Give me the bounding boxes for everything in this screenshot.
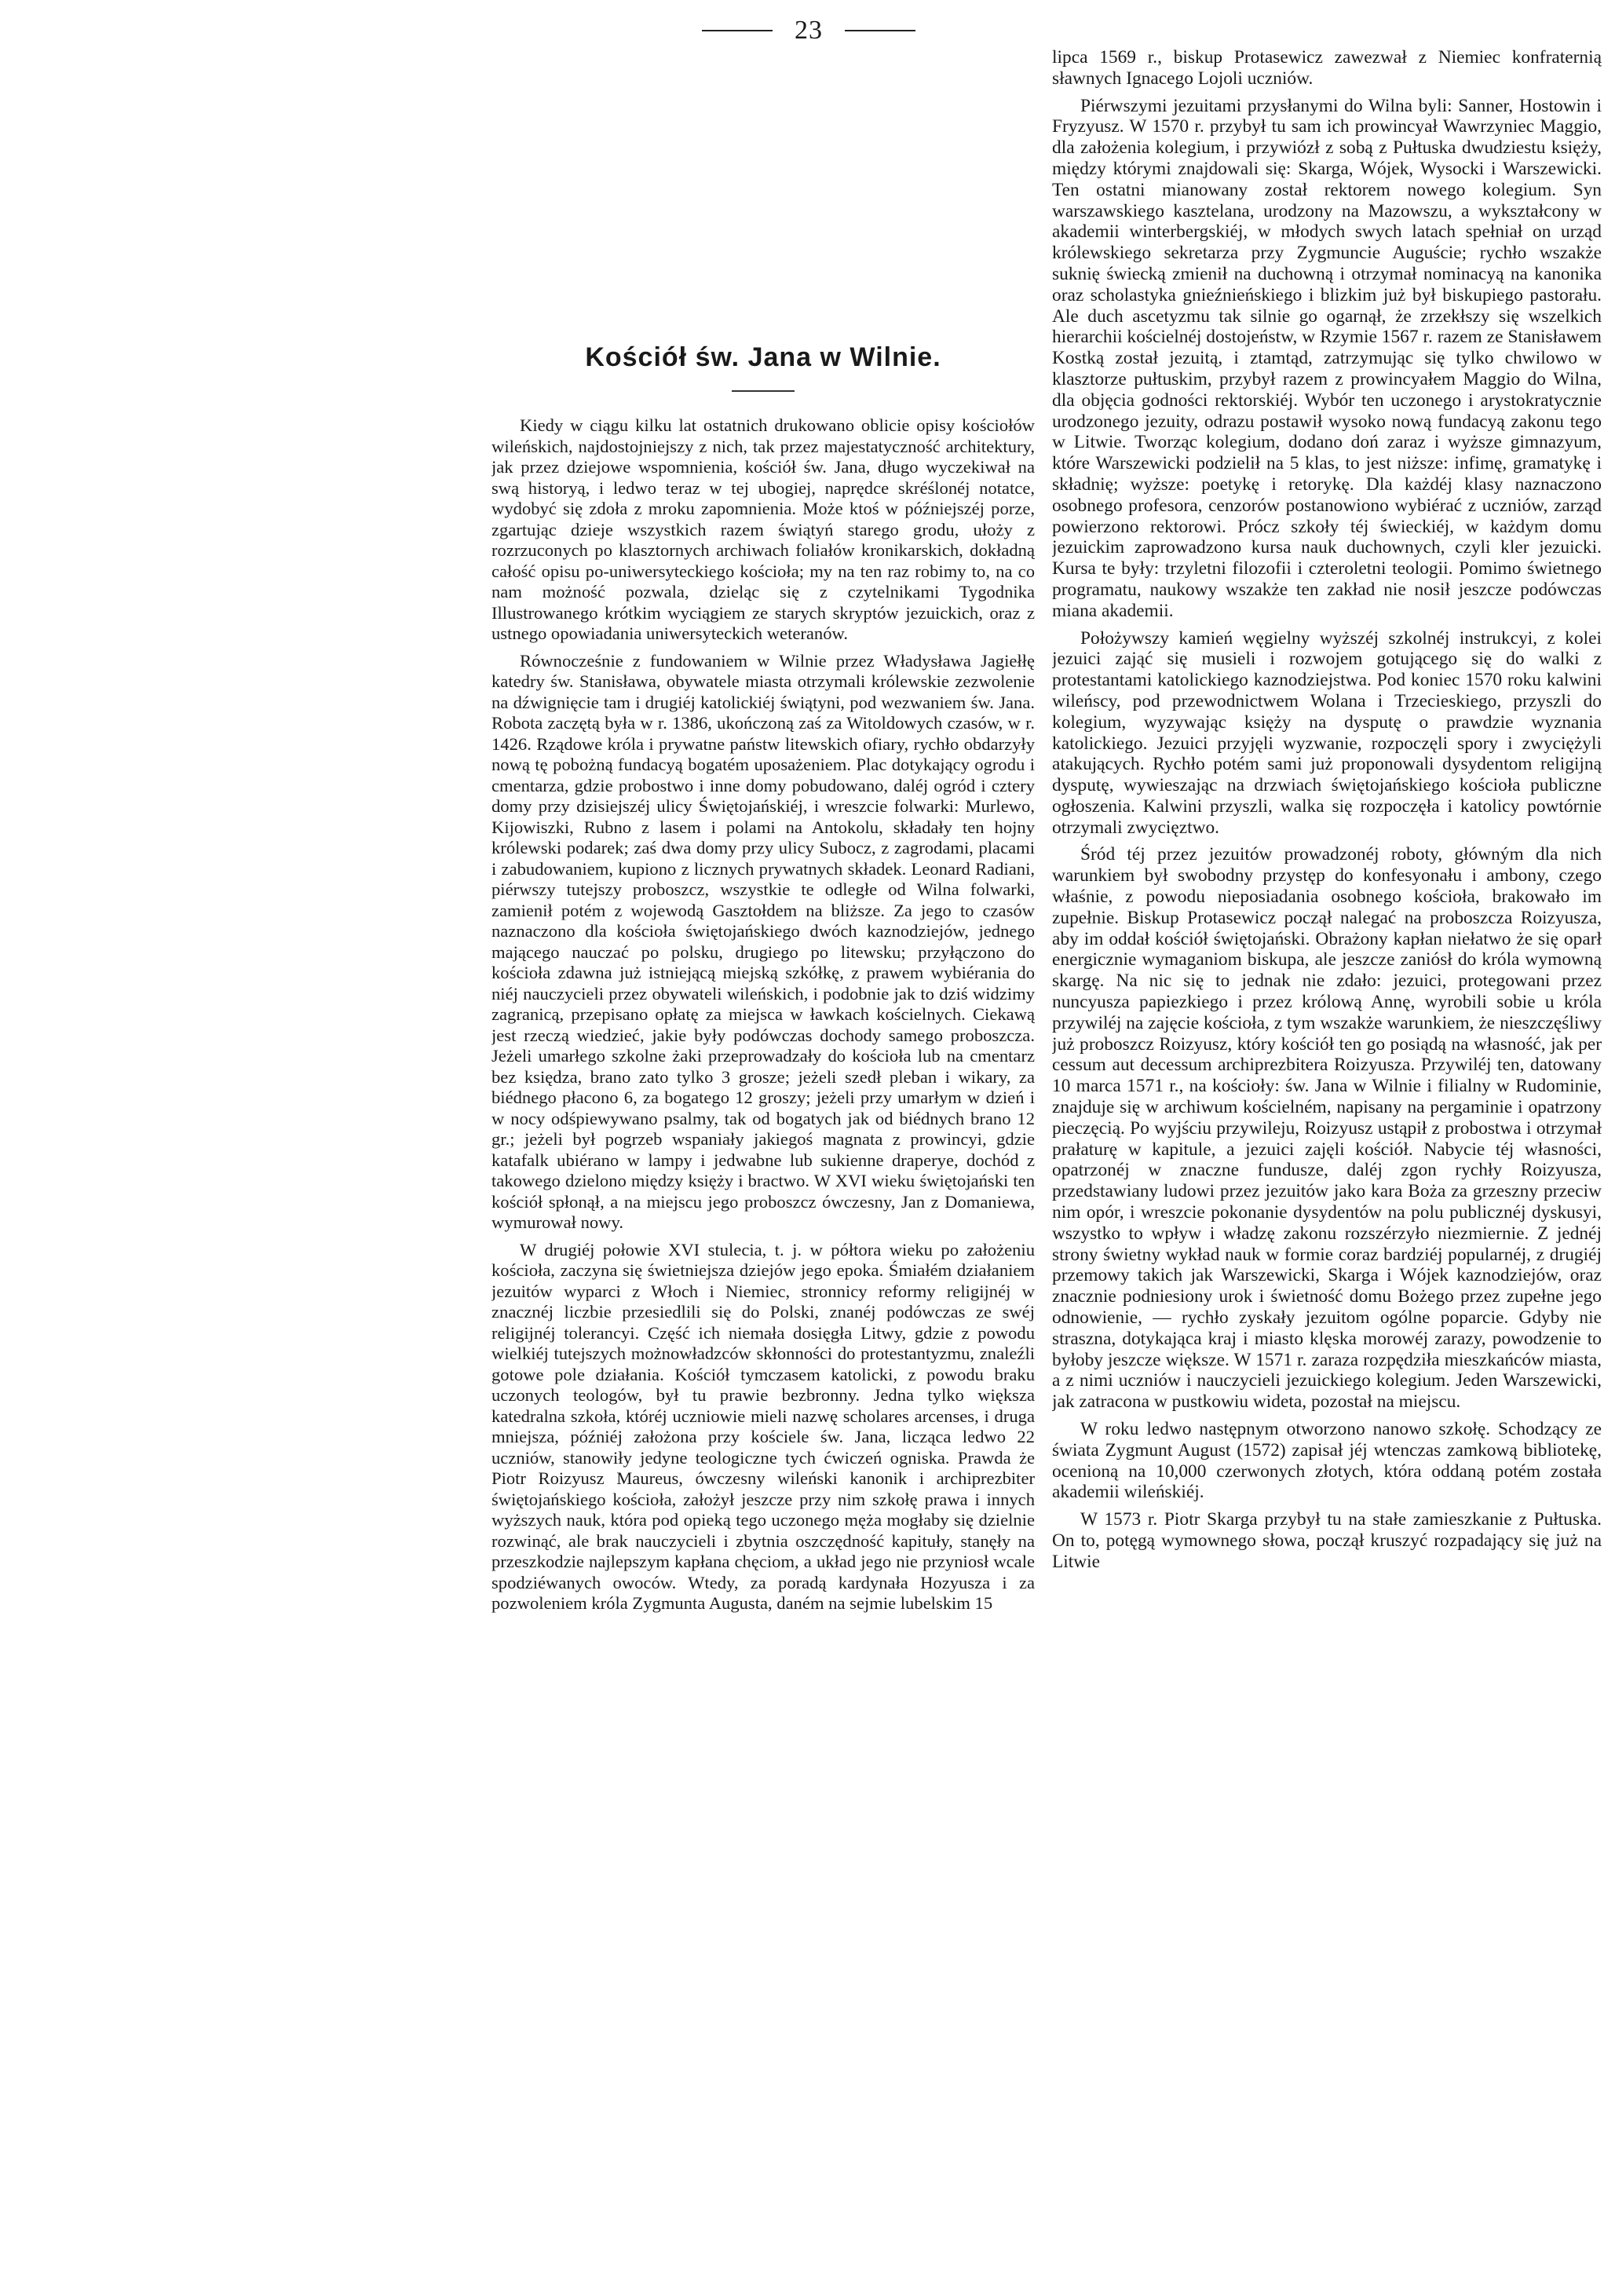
paragraph: lipca 1569 r., biskup Protasewicz zawezwał z Niemiec konfraternią sławnych Ignacego Lojoli uczniów. xyxy=(1052,47,1602,89)
paragraph: Równocześnie z fundowaniem w Wilnie przez Władysława Jagiełłę katedry św. Stanisława, obywatele miasta otrzymali królewskie zezwolenie na dźwignięcie tam i drugiéj katolickiéj świątyni, pod wezwaniem św. Jana. Robota zaczętą była w r. 1386, ukończoną zaś za Witoldowych czasów, w r. 1426. Rządowe króla i prywatne państw litewskich ofiary, rychło obdarzyły nową tę pobożną fundacyą bogatém uposażeniem. Plac dotykający ogrodu i cmentarza, gdzie probostwo i inne domy pobudowano, daléj ogród i cztery domy przy dzisiejszéj ulicy Świętojańskiéj, i wreszcie folwarki: Murlewo, Kijowiszki, Rubno z lasem i polami na Antokolu, składały ten hojny królewski podarek; zaś dwa domy przy ulicy Subocz, z zagrodami, placami i zabudowaniem, kupiono z licznych prywatnych składek. Leonard Radiani, piérwszy tutejszy proboszcz, wszystkie te odległe od Wilna folwarki, zamienił potém z wojewodą Gasztołdem na bliższe. Za jego to czasów naznaczono dla kościoła świętojańskiego dwóch kaznodziejów, jednego mającego nauczać po polsku, drugiego po litewsku; przyłączono do kościoła zdawna już istniejącą miejską szkółkę, z prawem wybiérania do niéj nauczycieli przez obywateli wileńskich, i podobnie jak to dziś widzimy zagranicą, przepisano opłatę za miejsca w ławkach kościelnych. Ciekawą jest rzeczą wiedzieć, jakie były podówczas dochody samego proboszcza. Jeżeli umarłego szkolne żaki przeprowadzały do kościoła lub na cmentarz bez księdza, brano zato tylko 3 grosze; jeżeli szedł pleban i wikary, za biédnego płacono 6, za bogatego 12 groszy; jeżeli przy umarłym w dzień i w nocy odśpiewywano psalmy, tak od bogatych jak od biédnych brano 12 gr.; jeżeli był pogrzeb wspaniały jakiegoś magnata z prowincyi, gdzie katafalk ubiérano w lampy i jedwabne lub sukienne draperye, dochód z takowego dzielono między księży i bractwo. W XVI wieku świętojański ten kościół spłonął, a na miejscu jego proboszcz ówczesny, Jan z Domaniewa, wymurował nowy. xyxy=(491,650,1035,1232)
page-number: 23 xyxy=(795,16,823,45)
paragraph: Kiedy w ciągu kilku lat ostatnich drukowano oblicie opisy kościołów wileńskich, najdostojniejszy z nich, tak przez majestatyczność architektury, jak przez dziejowe wspomnienia, kościół św. Jana, długo wyczekiwał na swą historyą, i ledwo teraz w tej ubogiej, naprędce skréślonéj notatce, wydobyć się zdoła z mroku zapomnienia. Może ktoś w późniejszéj porze, zgartując dzieje wszystkich razem świątyń starego grodu, ułoży z rozrzuconych po klasztornych archiwach foliałów kronikarskich, dokładną całość opisu po-uniwersyteckiego kościoła; my na ten raz robimy to, na co nam możność pozwala, dzieląc się z czytelnikami Tygodnika Illustrowanego krótkim wyciągiem ze starych skryptów jezuickich, oraz z ustnego opowiadania uniwersyteckich weteranów. xyxy=(491,415,1035,643)
paragraph: Położywszy kamień węgielny wyższéj szkolnéj instrukcyi, z kolei jezuici zająć się musieli i rozwojem gotującego się do walki z protestantami katolickiego kaznodziejstwa. Pod koniec 1570 roku kalwini wileńscy, pod przewodnictwem Wolana i Trzecieskiego, przyszli do kolegium, wyzywając księży na dysputę o prawdzie wyznania katolickiego. Jezuici przyjęli wyzwanie, rozpoczęli spory i zwyciężyli atakujących. Rychło potém sami już proponowali dysydentom religijną dysputę, wywieszając na drzwiach świętojańskiego kościoła publiczne ogłoszenia. Kalwini przyszli, walka się rozpoczęła i katolicy powtórnie otrzymali zwycięztwo. xyxy=(1052,627,1602,838)
paragraph: W roku ledwo następnym otworzono nanowo szkołę. Schodzący ze świata Zygmunt August (1572) zapisał jéj wtenczas zamkową bibliotekę, ocenioną na 10,000 czerwonych złotych, która oddaną potém została akademii wileńskiéj. xyxy=(1052,1419,1602,1503)
title-divider xyxy=(732,390,795,392)
header-rule-left xyxy=(702,30,773,31)
article-title: Kościół św. Jana w Wilnie. xyxy=(585,342,941,372)
right-column xyxy=(1052,47,1602,2277)
paragraph: W 1573 r. Piotr Skarga przybył tu na stałe zamieszkanie z Pułtuska. On to, potęgą wymownego słowa, począł kruszyć rozpadający się już na Litwie xyxy=(1052,1509,1602,1572)
paragraph: Śród téj przez jezuitów prowadzonéj roboty, główným dla nich warunkiem był swobodny przystęp do konfesyonału i ambony, czego właśnie, z powodu nieposiadania osobnego kościoła, brakowało im zupełnie. Biskup Protasewicz począł nalegać na proboszcza Roizyusza, aby im oddał kościół świętojański. Obrażony kapłan niełatwo że się oparł energicznie wymaganiom biskupa, ale jeszcze zaniósł do króla wymowną skargę. Na nic się to jednak nie zdało: jezuici, protegowani przez nuncyusza papiezkiego i przez królową Annę, wyrobili sobie u króla przywiléj na zajęcie kościoła, z tym wszakże warunkiem, że nieszczęśliwy już proboszcz Roizyusz, który kościół ten go posiądą na własność, jak per cessum aut decessum archiprezbitera Roizyusza. Przywiléj ten, datowany 10 marca 1571 r., na kościoły: św. Jana w Wilnie i filialny w Rudominie, znajduje się w archiwum kościelném, napisany na pergaminie i opatrzony pieczęcią. Po wyjściu przywileju, Roizyusz ustąpił z probostwa i otrzymał prałaturę w kapitule, a jezuici zajęli kościół. Nabycie téj własności, opatrzonéj w znaczne fundusze, daléj zgon rychły Roizyusza, przedstawiany ludowi przez jezuitów jako kara Boża za grzeszny przeciw nim opór, i wreszcie pokonanie dysydentów na polu publicznéj dyskusyi, wszystko to wpływ i władzę zakonu rozszérzyło niezmiernie. Z jednéj strony świetny wykład nauk w formie coraz bardziéj popularnéj, z drugiéj przemowy takich jak Warszewicki, Skarga i Wójek kaznodziejów, oraz znacznie podniesiony urok i świetność domu Bożego przez zupełne jego odnowienie, — rychło zyskały jezuitom ogólne poparcie. Gdyby nie straszna, dotykająca kraj i miasto klęska morowéj zarazy, powodzenie to byłoby jeszcze większe. W 1571 r. zaraza rozpędziła mieszkańców miasta, a z nimi uczniów i nauczycieli jezuickiego kolegium. Jeden Warszewicki, jak zatracona w pustkowiu wideta, pozostał na miejscu. xyxy=(1052,844,1602,1413)
header-rule-right xyxy=(845,30,915,31)
paragraph: Piérwszymi jezuitami przysłanymi do Wilna byli: Sanner, Hostowin i Fryzyusz. W 1570 r. przybył tu sam ich prowincyał Wawrzyniec Maggio, dla założenia kolegium, i przywiózł z sobą z Pułtuska dwudziestu księży, między którymi znajdowali się: Skarga, Wójek, Wysocki i Warszewicki. Ten ostatni mianowany został rektorem nowego kolegium. Syn warszawskiego kasztelana, urodzony na Mazowszu, a wykształcony w akademii winterbergskiéj, w młodych swych latach spełniał on urząd królewskiego sekretarza przy Zygmuncie Auguście; rychło wszakże suknię świecką zmienił na duchowną i otrzymał nominacyą na kanonika oraz scholastyka gnieźnieńskiego i blizkim już był biskupiego pastorału. Ale duch ascetyzmu tak silnie go ogarnął, że zrzekłszy się wszelkich hierarchii kościelnéj dostojeństw, w Rzymie 1567 r. razem ze Stanisławem Kostką został jezuitą, i ztamtąd, zatrzymując się tylko chwilowo w klasztorze pułtuskim, przybył razem z prowincyałem Maggio do Wilna, dla objęcia godności rektorskiéj. Wybór ten uczonego i arystokratycznie urodzonego jezuity, odrazu postawił wysoko nową fundacyą zakonu tego w Litwie. Tworząc kolegium, dodano doń zaraz i wyższe gimnazyum, które Warszewicki podzielił na 5 klas, to jest niższe: infimę, gramatykę i składnię; wyższe: poetykę i retorykę. Dla każdéj klasy naznaczono osobnego profesora, cenzorów postanowiono wybiérać z uczniów, zarząd powierzono rektorowi. Prócz szkoły téj świeckiéj, w każdym domu jezuickim zaprowadzono kursa nauk duchownych, czyli kler jezuicki. Kursa te były: trzyletni filozofii i czteroletni teologii. Pomimo świetnego programatu, naukowy wszakże ten zakład nie nosił jeszcze podówczas miana akademii. xyxy=(1052,95,1602,621)
page-header xyxy=(675,11,942,50)
paragraph: W drugiéj połowie XVI stulecia, t. j. w półtora wieku po założeniu kościoła, zaczyna się świetniejsza dziejów jego epoka. Śmiałém działaniem jezuitów wyparci z Włoch i Niemiec, stronnicy reformy religijnéj w znacznéj liczbie przesiedlili się do Polski, znanéj podówczas ze swéj religijnéj tolerancyi. Część ich niemała dosięgła Litwy, gdzie z powodu wielkiéj tutejszych możnowładzców skłonności do protestantyzmu, znaleźli gotowe pole działania. Kościół tymczasem katolicki, z powodu braku uczonych teologów, był tu prawie bezbronny. Jedna tylko większa katedralna szkoła, któréj uczniowie mieli nazwę scholares arcenses, i druga mniejsza, późniéj założona przy kościele św. Jana, licząca ledwo 22 uczniów, stanowiły jedyne teologiczne tych ćwiczeń ogniska. Prawda że Piotr Roizyusz Maureus, ówczesny wileński kanonik i archiprezbiter świętojańskiego kościoła, założył jeszcze przy nim szkołę prawa i innych wyższych nauk, która pod opieką tego uczonego męża mogłaby się dzielnie rozwinąć, ale brak nauczycieli i zbytnia oszczędność kapituły, stanęły na przeszkodzie najlepszym kapłana chęciom, a układ jego nie przyniosł wcale spodziéwanych owoców. Wtedy, za poradą kardynała Hozyusza i za pozwoleniem króla Zygmunta Augusta, daném na sejmie lubelskim 15 xyxy=(491,1239,1035,1613)
left-column xyxy=(491,157,1035,2277)
